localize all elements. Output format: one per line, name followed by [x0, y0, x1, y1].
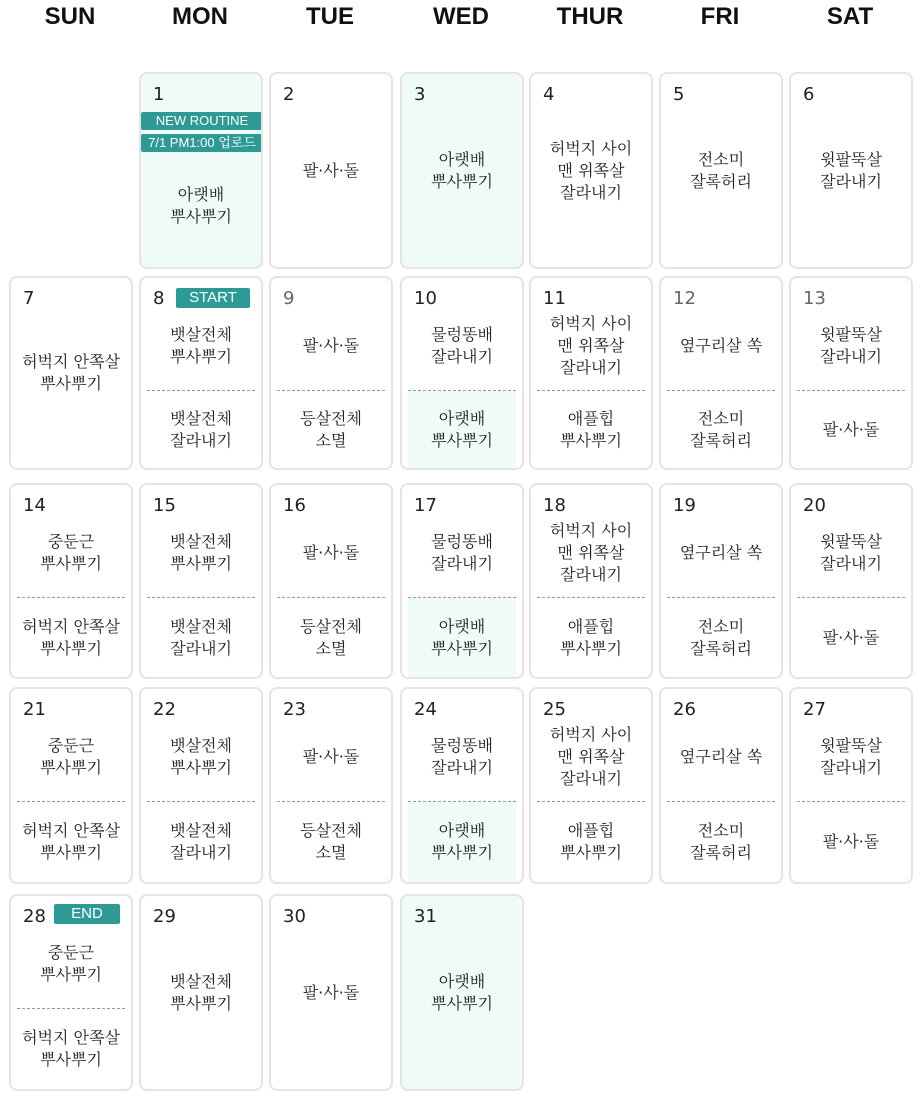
workout-label: 허벅지 안쪽살 뿌사뿌기 [22, 352, 120, 393]
day-cell-27[interactable] [789, 687, 913, 884]
workout-slot-primary [402, 509, 522, 597]
workout-slot-secondary [141, 391, 261, 468]
workout-label: 전소미 잘록허리 [690, 408, 752, 450]
day-number: 9 [283, 288, 295, 309]
workout-slot-primary [141, 302, 261, 390]
workout-label: 허벅지 안쪽살 뿌사뿌기 [22, 616, 120, 658]
workout-slot [11, 278, 131, 468]
day-cell-20[interactable] [789, 483, 913, 679]
workout-label: 뱃살전체 뿌사뿌기 [170, 971, 232, 1013]
workout-label: 옆구리살 쏙 [679, 543, 763, 562]
day-number: 19 [673, 495, 696, 516]
day-number: 3 [414, 84, 426, 105]
workout-slot-primary [402, 302, 522, 390]
end-badge: END [54, 904, 120, 924]
workout-label: 윗팔뚝살 잘라내기 [820, 532, 882, 573]
workout-label: 등살전체 소멸 [300, 821, 362, 862]
workout-label: 허벅지 안쪽살 뿌사뿌기 [22, 1028, 120, 1069]
day-number: 24 [414, 699, 437, 720]
workout-slot-secondary [531, 802, 651, 882]
workout-slot [141, 74, 261, 267]
workout-label: 뱃살전체 잘라내기 [170, 616, 232, 658]
workout-label: 팔·사·돌 [302, 543, 360, 562]
day-number: 23 [283, 699, 306, 720]
day-cell-24[interactable] [400, 687, 524, 884]
day-cell-11[interactable] [529, 276, 653, 470]
workout-label: 아랫배 뿌사뿌기 [431, 408, 493, 450]
workout-slot-primary [141, 509, 261, 597]
day-number: 11 [543, 288, 566, 309]
workout-label: 윗팔뚝살 잘라내기 [820, 736, 882, 777]
day-number: 15 [153, 495, 176, 516]
workout-slot-primary [11, 713, 131, 801]
day-cell-26[interactable] [659, 687, 783, 884]
workout-slot-primary [531, 302, 651, 390]
workout-label: 아랫배 뿌사뿌기 [431, 616, 493, 658]
day-number: 20 [803, 495, 826, 516]
workout-slot-secondary [11, 802, 131, 882]
workout-slot-secondary [408, 802, 516, 882]
day-number: 22 [153, 699, 176, 720]
workout-label: 등살전체 소멸 [300, 616, 362, 658]
workout-slot-secondary [661, 391, 781, 468]
weekday-header-thur: THUR [556, 3, 624, 30]
workout-label: 아랫배 뿌사뿌기 [431, 971, 493, 1013]
day-number: 6 [803, 84, 815, 105]
day-cell-29[interactable] [139, 894, 263, 1091]
workout-slot-secondary [791, 598, 911, 677]
day-number: 29 [153, 906, 176, 927]
day-number: 18 [543, 495, 566, 516]
day-cell-31[interactable] [400, 894, 524, 1091]
day-number: 2 [283, 84, 295, 105]
day-cell-19[interactable] [659, 483, 783, 679]
day-number: 31 [414, 906, 437, 927]
day-number: 14 [23, 495, 46, 516]
day-number: 13 [803, 288, 826, 309]
workout-slot-secondary [271, 802, 391, 882]
day-cell-13[interactable] [789, 276, 913, 470]
day-number: 4 [543, 84, 555, 105]
day-number: 7 [23, 288, 35, 309]
day-cell-6[interactable] [789, 72, 913, 269]
day-cell-9[interactable] [269, 276, 393, 470]
day-cell-17[interactable] [400, 483, 524, 679]
day-number: 10 [414, 288, 437, 309]
workout-label: 아랫배 뿌사뿌기 [431, 149, 493, 191]
workout-label: 전소미 잘록허리 [690, 616, 752, 658]
weekday-header-sat: SAT [826, 3, 874, 30]
workout-slot-primary [661, 713, 781, 801]
workout-label: 허벅지 사이 맨 위쪽살 잘라내기 [549, 138, 633, 202]
day-cell-18[interactable] [529, 483, 653, 679]
workout-label: 물렁똥배 잘라내기 [431, 736, 493, 777]
day-cell-12[interactable] [659, 276, 783, 470]
workout-slot-secondary [531, 391, 651, 468]
day-cell-14[interactable] [9, 483, 133, 679]
workout-label: 팔·사·돌 [822, 832, 880, 851]
day-cell-1[interactable] [139, 72, 263, 269]
workout-slot-primary [661, 302, 781, 390]
day-number: 21 [23, 699, 46, 720]
workout-slot-primary [141, 713, 261, 801]
workout-slot-secondary [141, 598, 261, 677]
workout-slot-secondary [408, 391, 516, 468]
workout-label: 아랫배 뿌사뿌기 [170, 184, 232, 226]
workout-label: 애플힙 뿌사뿌기 [560, 408, 622, 450]
workout-slot-primary [661, 509, 781, 597]
day-number: 26 [673, 699, 696, 720]
weekday-header-wed: WED [433, 3, 489, 30]
day-number: 16 [283, 495, 306, 516]
workout-label: 중둔근 뿌사뿌기 [40, 736, 102, 777]
workout-slot-primary [271, 302, 391, 390]
workout-slot-secondary [271, 598, 391, 677]
workout-slot-primary [271, 713, 391, 801]
workout-slot-secondary [11, 598, 131, 677]
workout-label: 허벅지 사이 맨 위쪽살 잘라내기 [549, 314, 633, 377]
day-number: 27 [803, 699, 826, 720]
day-cell-2[interactable] [269, 72, 393, 269]
workout-slot-secondary [408, 598, 516, 677]
workout-slot-primary [531, 509, 651, 597]
weekday-header-mon: MON [172, 3, 228, 30]
workout-slot-secondary [791, 391, 911, 468]
workout-label: 애플힙 뿌사뿌기 [560, 616, 622, 658]
day-number: 28 [23, 906, 46, 927]
day-cell-10[interactable] [400, 276, 524, 470]
workout-label: 팔·사·돌 [822, 627, 880, 647]
day-cell-4[interactable] [529, 72, 653, 269]
workout-slot-primary [11, 509, 131, 597]
day-number: 1 [153, 84, 165, 105]
day-number: 30 [283, 906, 306, 927]
workout-label: 중둔근 뿌사뿌기 [40, 532, 102, 573]
workout-slot [141, 896, 261, 1089]
workout-label: 등살전체 소멸 [300, 408, 362, 450]
workout-label: 옆구리살 쏙 [679, 747, 763, 766]
weekday-header-sun: SUN [44, 3, 96, 30]
day-cell-15[interactable] [139, 483, 263, 679]
day-cell-7[interactable] [9, 276, 133, 470]
workout-slot-secondary [531, 598, 651, 677]
workout-label: 윗팔뚝살 잘라내기 [820, 325, 882, 366]
workout-slot-secondary [271, 391, 391, 468]
workout-label: 팔·사·돌 [302, 160, 360, 180]
workout-label: 물렁똥배 잘라내기 [431, 532, 493, 573]
workout-slot-primary [791, 509, 911, 597]
workout-label: 윗팔뚝살 잘라내기 [820, 149, 882, 191]
workout-slot-primary [402, 713, 522, 801]
day-cell-3[interactable] [400, 72, 524, 269]
workout-label: 뱃살전체 뿌사뿌기 [170, 325, 232, 366]
workout-slot-primary [11, 920, 131, 1008]
day-number: 5 [673, 84, 685, 105]
workout-label: 전소미 잘록허리 [690, 149, 752, 191]
workout-slot-secondary [661, 802, 781, 882]
workout-label: 전소미 잘록허리 [690, 821, 752, 862]
workout-slot-secondary [11, 1009, 131, 1089]
day-cell-25[interactable] [529, 687, 653, 884]
day-cell-16[interactable] [269, 483, 393, 679]
day-cell-8[interactable] [139, 276, 263, 470]
upload-time-badge: 7/1 PM1:00 업로드 [141, 134, 263, 152]
weekday-header-fri: FRI [700, 3, 740, 30]
weekday-header-tue: TUE [306, 3, 354, 30]
workout-slot [531, 74, 651, 267]
workout-slot-secondary [791, 802, 911, 882]
workout-label: 팔·사·돌 [302, 336, 360, 355]
workout-slot-primary [531, 713, 651, 801]
workout-label: 허벅지 사이 맨 위쪽살 잘라내기 [549, 725, 633, 788]
workout-slot-primary [791, 302, 911, 390]
workout-label: 아랫배 뿌사뿌기 [431, 821, 493, 862]
day-number: 17 [414, 495, 437, 516]
workout-label: 뱃살전체 잘라내기 [170, 821, 232, 862]
workout-slot-primary [271, 509, 391, 597]
workout-label: 팔·사·돌 [302, 982, 360, 1002]
day-cell-22[interactable] [139, 687, 263, 884]
workout-label: 팔·사·돌 [302, 747, 360, 766]
workout-slot [402, 74, 522, 267]
workout-slot [661, 74, 781, 267]
day-number: 8 [153, 288, 165, 309]
workout-slot [271, 896, 391, 1089]
workout-slot [271, 74, 391, 267]
workout-label: 뱃살전체 뿌사뿌기 [170, 532, 232, 573]
workout-label: 허벅지 사이 맨 위쪽살 잘라내기 [549, 521, 633, 584]
workout-label: 팔·사·돌 [822, 419, 880, 439]
day-cell-21[interactable] [9, 687, 133, 884]
workout-label: 뱃살전체 잘라내기 [170, 408, 232, 450]
workout-slot-secondary [661, 598, 781, 677]
new-routine-badge: NEW ROUTINE [141, 112, 263, 130]
day-cell-23[interactable] [269, 687, 393, 884]
workout-label: 애플힙 뿌사뿌기 [560, 821, 622, 862]
workout-slot-secondary [141, 802, 261, 882]
day-number: 12 [673, 288, 696, 309]
workout-slot [402, 896, 522, 1089]
day-number: 25 [543, 699, 566, 720]
workout-label: 물렁똥배 잘라내기 [431, 325, 493, 366]
workout-label: 뱃살전체 뿌사뿌기 [170, 736, 232, 777]
day-cell-30[interactable] [269, 894, 393, 1091]
day-cell-5[interactable] [659, 72, 783, 269]
workout-label: 허벅지 안쪽살 뿌사뿌기 [22, 821, 120, 862]
workout-slot-primary [791, 713, 911, 801]
day-cell-28[interactable] [9, 894, 133, 1091]
workout-label: 중둔근 뿌사뿌기 [40, 943, 102, 984]
workout-slot [791, 74, 911, 267]
workout-label: 옆구리살 쏙 [679, 336, 763, 355]
start-badge: START [176, 288, 250, 308]
